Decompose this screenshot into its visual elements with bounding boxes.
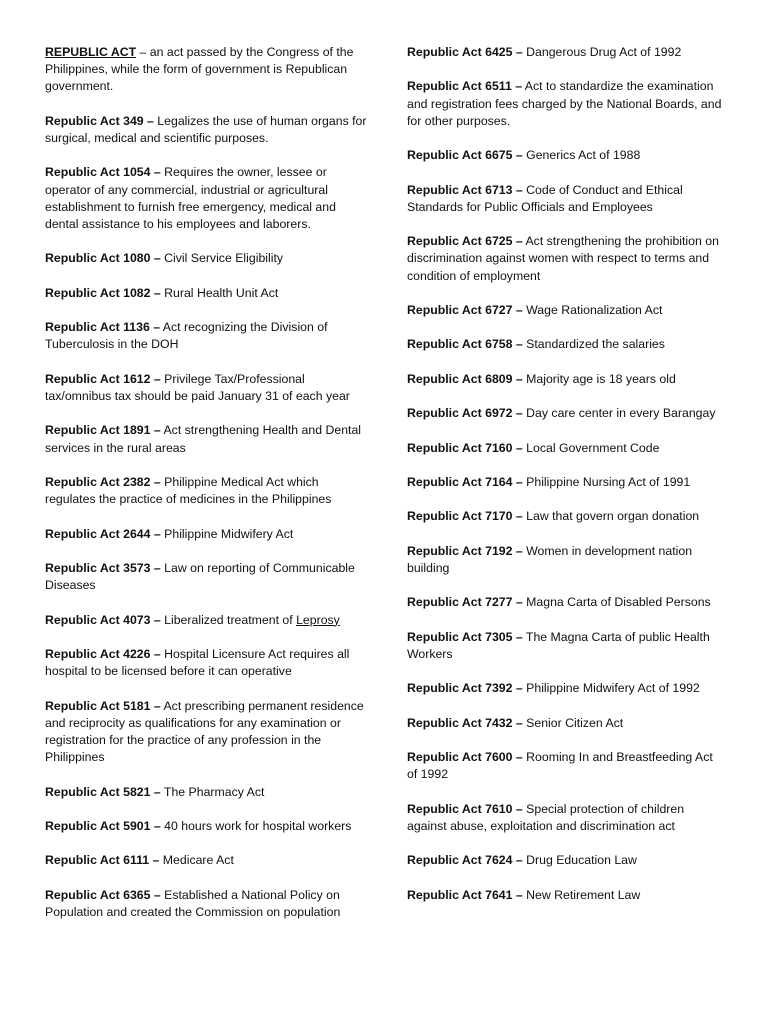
act-description: New Retirement Law [522, 887, 641, 902]
act-description-link[interactable]: Leprosy [296, 612, 340, 627]
act-entry [407, 543, 723, 577]
act-number: Republic Act 1054 – [45, 165, 161, 180]
act-description: Standardized the salaries [522, 337, 665, 352]
act-description: Act to standardize the examination and registration fees charged by the National Boards, and for other purposes. [407, 79, 722, 128]
act-number: Republic Act 7610 – [407, 801, 523, 816]
act-description: 40 hours work for hospital workers [160, 818, 352, 833]
act-entry [45, 422, 367, 456]
act-entry [407, 405, 723, 422]
act-description: Women in development nation building [407, 543, 693, 575]
act-number: Republic Act 6365 – [45, 887, 161, 902]
act-entry [45, 285, 367, 302]
act-entry [407, 182, 723, 216]
act-number: Republic Act 1136 – [45, 320, 161, 335]
act-entry [407, 749, 723, 783]
act-number: Republic Act 7192 – [407, 543, 523, 558]
act-number: Republic Act 1612 – [45, 371, 161, 386]
act-description: Established a National Policy on Population and created the Commission on population [45, 887, 341, 919]
act-description: Act prescribing permanent residence and reciprocity as qualifications for any examination or registration for the practice of any profession in the Philippines [45, 698, 364, 765]
act-number: Republic Act 4226 – [45, 646, 161, 661]
act-entry [407, 371, 723, 388]
act-number: Republic Act 7641 – [407, 887, 523, 902]
act-entry [45, 526, 367, 543]
act-description: Local Government Code [522, 440, 660, 455]
act-number: Republic Act 6111 – [45, 853, 160, 868]
act-number: Republic Act 7624 – [407, 853, 523, 868]
act-number: Republic Act 1080 – [45, 251, 161, 266]
act-description: Act strengthening Health and Dental services in the rural areas [45, 423, 362, 455]
act-number: Republic Act 2644 – [45, 526, 161, 541]
act-description: Law on reporting of Communicable Diseases [45, 560, 355, 593]
act-number: Republic Act 6511 – [407, 79, 523, 94]
act-number: Republic Act 1891 – [45, 423, 161, 438]
act-number: Republic Act 6713 – [407, 182, 523, 197]
act-entry [45, 818, 367, 835]
act-number: Republic Act 3573 – [45, 560, 161, 575]
act-description: Rural Health Unit Act [160, 285, 279, 300]
act-number: Republic Act 5901 – [45, 818, 161, 833]
act-description: Drug Education Law [522, 853, 637, 868]
act-number: Republic Act 6675 – [407, 148, 523, 163]
act-number: Republic Act 6727 – [407, 302, 523, 317]
intro-definition-text: – an act passed by the Congress of the Philippines, while the form of government is Republican government. [45, 45, 354, 94]
act-entry [407, 474, 723, 491]
act-entry [45, 474, 367, 508]
act-description: Medicare Act [159, 853, 234, 868]
intro-term: REPUBLIC ACT [45, 45, 137, 59]
act-number: Republic Act 5181 – [45, 698, 161, 713]
act-number: Republic Act 6758 – [407, 337, 523, 352]
act-number: Republic Act 349 – [45, 113, 154, 128]
act-entry [45, 698, 367, 767]
act-description: Hospital Licensure Act requires all hospital to be licensed before it can operative [45, 646, 350, 679]
act-entry [407, 887, 723, 904]
act-description: Rooming In and Breastfeeding Act of 1992 [407, 750, 713, 782]
act-number: Republic Act 6809 – [407, 371, 523, 386]
act-number: Republic Act 4073 – [45, 612, 161, 627]
act-description: Act recognizing the Division of Tuberculosis in the DOH [45, 320, 328, 352]
act-description: Special protection of children against abuse, exploitation and discrimination act [407, 801, 685, 833]
act-number: Republic Act 6425 – [407, 45, 523, 59]
act-entry [45, 113, 367, 147]
act-entry [45, 319, 367, 353]
act-number: Republic Act 7160 – [407, 440, 523, 455]
act-entry [407, 233, 723, 285]
act-entry [407, 440, 723, 457]
act-entry [45, 560, 367, 594]
act-entry [407, 629, 723, 663]
act-description: Dangerous Drug Act of 1992 [522, 45, 682, 59]
act-number: Republic Act 7305 – [407, 629, 523, 644]
act-entry [407, 147, 723, 164]
act-number: Republic Act 7600 – [407, 750, 523, 765]
act-entry [407, 594, 723, 611]
act-entry [45, 371, 367, 405]
act-number: Republic Act 1082 – [45, 285, 161, 300]
act-description: Philippine Midwifery Act of 1992 [522, 681, 700, 696]
act-description: Code of Conduct and Ethical Standards for Public Officials and Employees [407, 182, 683, 214]
act-number: Republic Act 7392 – [407, 681, 523, 696]
act-description: Philippine Midwifery Act [160, 526, 294, 541]
act-description: Civil Service Eligibility [160, 251, 284, 266]
act-description: The Pharmacy Act [160, 784, 265, 799]
act-entry [407, 852, 723, 869]
act-number: Republic Act 5821 – [45, 784, 161, 799]
act-entry [407, 44, 723, 61]
act-entry [407, 78, 723, 130]
act-description: Senior Citizen Act [522, 715, 624, 730]
act-description: Majority age is 18 years old [522, 371, 676, 386]
act-entry [45, 250, 367, 267]
act-entry [407, 680, 723, 697]
act-description: Privilege Tax/Professional tax/omnibus tax should be paid January 31 of each year [45, 371, 350, 403]
act-description: Law that govern organ donation [522, 509, 700, 524]
act-entry [45, 164, 367, 233]
act-description: The Magna Carta of public Health Workers [407, 629, 710, 661]
act-entry [45, 852, 367, 869]
act-number: Republic Act 7170 – [407, 509, 523, 524]
act-description: Requires the owner, lessee or operator of any commercial, industrial or agricultural establishment to furnish free emergency, medical and dental assistance to his employees and laborers. [45, 165, 336, 231]
act-entry [45, 612, 367, 629]
act-description: Wage Rationalization Act [522, 302, 663, 317]
act-description: Day care center in every Barangay [522, 406, 716, 421]
act-number: Republic Act 6972 – [407, 406, 523, 421]
act-description: Liberalized treatment of [160, 612, 297, 627]
act-description: Philippine Nursing Act of 1991 [522, 474, 691, 489]
act-entry [45, 646, 367, 680]
act-number: Republic Act 6725 – [407, 234, 523, 249]
act-number: Republic Act 7164 – [407, 474, 523, 489]
act-description: Legalizes the use of human organs for surgical, medical and scientific purposes. [45, 113, 367, 145]
act-entry [45, 784, 367, 801]
act-entry [407, 715, 723, 732]
act-number: Republic Act 7432 – [407, 715, 523, 730]
intro-definition [45, 44, 367, 96]
act-description: Magna Carta of Disabled Persons [522, 595, 711, 610]
act-entry [407, 336, 723, 353]
act-entry [407, 508, 723, 525]
act-number: Republic Act 2382 – [45, 474, 161, 489]
act-description: Act strengthening the prohibition on discrimination against women with respect to terms and condition of employment [407, 234, 719, 283]
right-column [407, 44, 723, 921]
act-description: Generics Act of 1988 [522, 148, 641, 163]
act-number: Republic Act 7277 – [407, 595, 523, 610]
act-entry [45, 887, 367, 921]
left-column [45, 44, 367, 938]
act-description: Philippine Medical Act which regulates the practice of medicines in the Philippines [45, 474, 332, 507]
act-entry [407, 302, 723, 319]
act-entry [407, 801, 723, 835]
